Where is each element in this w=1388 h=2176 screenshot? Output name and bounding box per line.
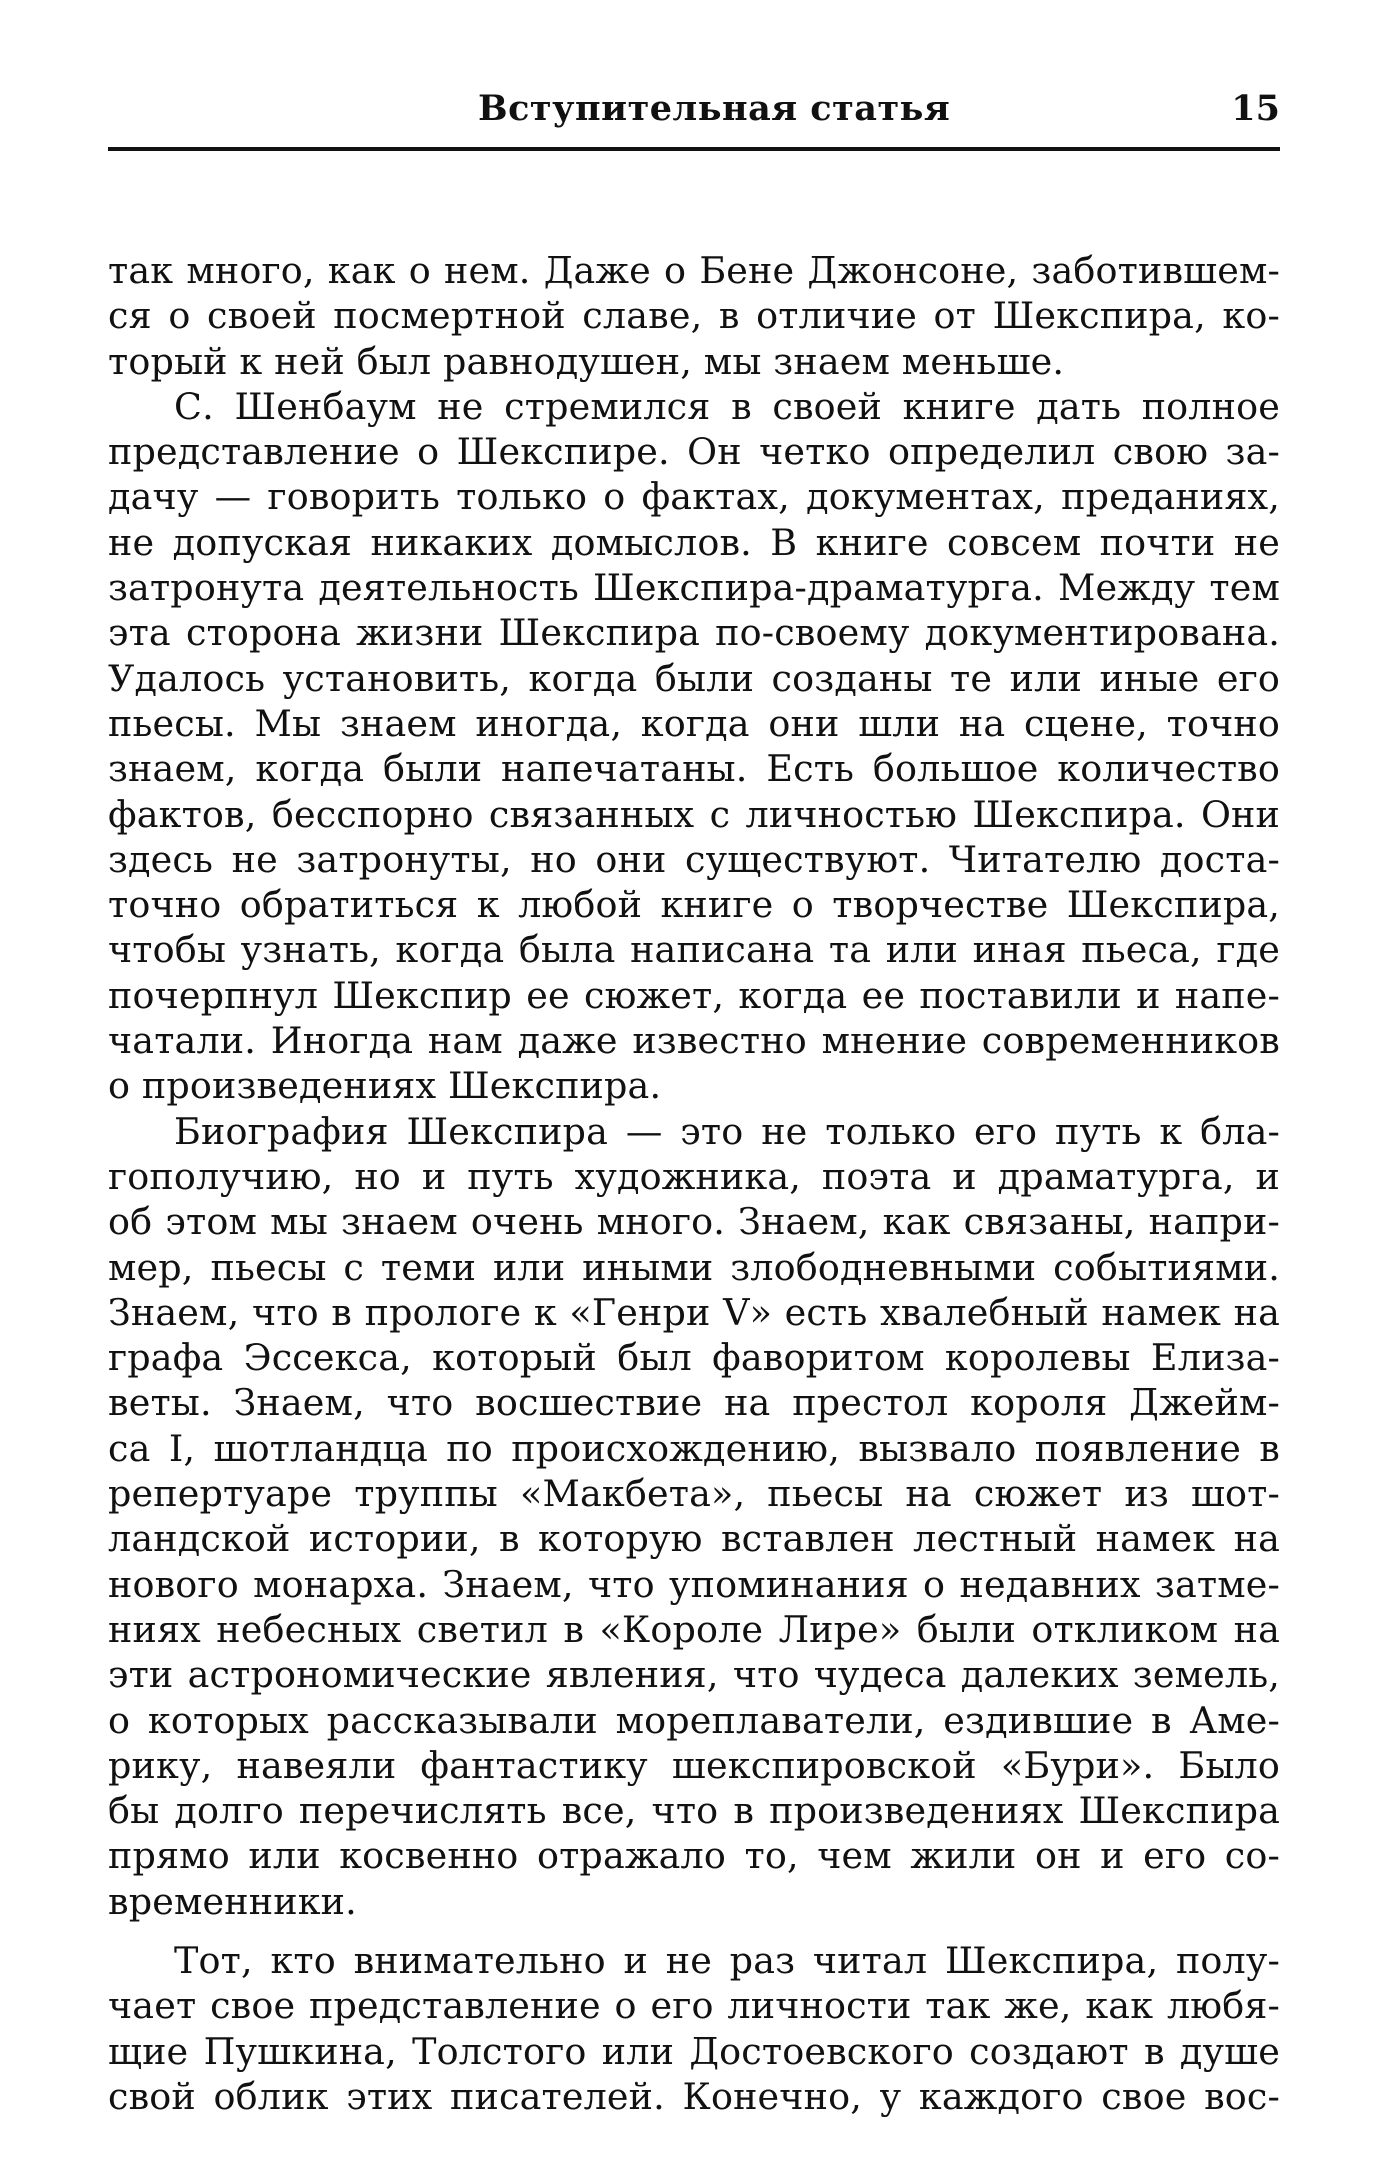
text-line: не допуская никаких домыслов. В книге совсем почти не xyxy=(108,520,1280,564)
text-line: Биография Шекспира — это не только его путь к бла- xyxy=(174,1109,1280,1153)
text-line: о произведениях Шекспира. xyxy=(108,1064,662,1108)
text-line: эта сторона жизни Шекспира по-своему документирована. xyxy=(108,611,1280,655)
paragraph-gap xyxy=(108,1924,1280,1938)
text-line: представление о Шекспире. Он четко определил свою за- xyxy=(108,430,1280,474)
text-line: фактов, бесспорно связанных с личностью Шекспира. Они xyxy=(108,792,1280,836)
text-line: дачу — говорить только о фактах, документах, преданиях, xyxy=(108,475,1280,519)
text-line: щие Пушкина, Толстого или Достоевского создают в душе xyxy=(108,2029,1280,2073)
text-line: так много, как о нем. Даже о Бене Джонсоне, заботившем- xyxy=(108,249,1280,292)
text-line: ниях небесных светил в «Короле Лире» были откликом на xyxy=(108,1607,1280,1651)
text-line: С. Шенбаум не стремился в своей книге дать полное xyxy=(174,384,1280,428)
text-line: мер, пьесы с теми или иными злободневными событиями. xyxy=(108,1245,1280,1289)
text-line: торый к ней был равнодушен, мы знаем меньше. xyxy=(108,339,1065,383)
running-head xyxy=(108,88,1280,140)
text-line: Знаем, что в прологе к «Генри V» есть хвалебный намек на xyxy=(108,1290,1280,1334)
paragraph xyxy=(108,384,1280,1109)
running-title: Вступительная статья xyxy=(478,88,951,129)
page-number: 15 xyxy=(1231,88,1280,129)
text-line: почерпнул Шекспир ее сюжет, когда ее поставили и напе- xyxy=(108,973,1280,1017)
text-line: чтобы узнать, когда была написана та или иная пьеса, где xyxy=(108,928,1280,972)
paragraph xyxy=(108,1938,1280,2119)
text-body xyxy=(108,248,1280,2119)
text-line: нового монарха. Знаем, что упоминания о недавних затме- xyxy=(108,1562,1280,1606)
header-rule xyxy=(108,147,1280,151)
text-line: Удалось установить, когда были созданы те или иные его xyxy=(108,656,1280,700)
text-line: графа Эссекса, который был фаворитом королевы Елиза- xyxy=(108,1336,1280,1380)
text-line: здесь не затронуты, но они существуют. Читателю доста- xyxy=(108,837,1280,881)
text-line: временники. xyxy=(108,1879,357,1923)
text-line: знаем, когда были напечатаны. Есть большое количество xyxy=(108,747,1280,791)
text-line: пьесы. Мы знаем иногда, когда они шли на сцене, точно xyxy=(108,701,1280,745)
text-line: о которых рассказывали мореплаватели, ездившие в Аме- xyxy=(108,1698,1280,1742)
text-line: рику, навеяли фантастику шекспировской «Бури». Было xyxy=(108,1743,1280,1787)
text-line: эти астрономические явления, что чудеса далеких земель, xyxy=(108,1653,1280,1697)
text-line: об этом мы знаем очень много. Знаем, как связаны, напри- xyxy=(108,1200,1280,1244)
text-line: Тот, кто внимательно и не раз читал Шекспира, полу- xyxy=(174,1938,1280,1982)
text-line: свой облик этих писателей. Конечно, у каждого свое вос- xyxy=(108,2074,1280,2118)
text-line: гополучию, но и путь художника, поэта и драматурга, и xyxy=(108,1154,1280,1198)
text-line: затронута деятельность Шекспира-драматурга. Между тем xyxy=(108,566,1280,610)
book-page xyxy=(108,0,1280,2176)
text-line: точно обратиться к любой книге о творчестве Шекспира, xyxy=(108,883,1280,927)
text-line: репертуаре труппы «Макбета», пьесы на сюжет из шот- xyxy=(108,1472,1280,1516)
text-line: ся о своей посмертной славе, в отличие от Шекспира, ко- xyxy=(108,294,1280,338)
text-line: бы долго перечислять все, что в произведениях Шекспира xyxy=(108,1789,1280,1833)
text-line: чает свое представление о его личности так же, как любя- xyxy=(108,1984,1280,2028)
paragraph xyxy=(108,248,1280,384)
text-line: чатали. Иногда нам даже известно мнение современников xyxy=(108,1019,1280,1063)
text-line: ландской истории, в которую вставлен лестный намек на xyxy=(108,1517,1280,1561)
text-line: прямо или косвенно отражало то, чем жили он и его со- xyxy=(108,1834,1280,1878)
text-line: веты. Знаем, что восшествие на престол короля Джейм- xyxy=(108,1381,1280,1425)
text-line: са I, шотландца по происхождению, вызвало появление в xyxy=(108,1426,1280,1470)
paragraph xyxy=(108,1109,1280,1924)
